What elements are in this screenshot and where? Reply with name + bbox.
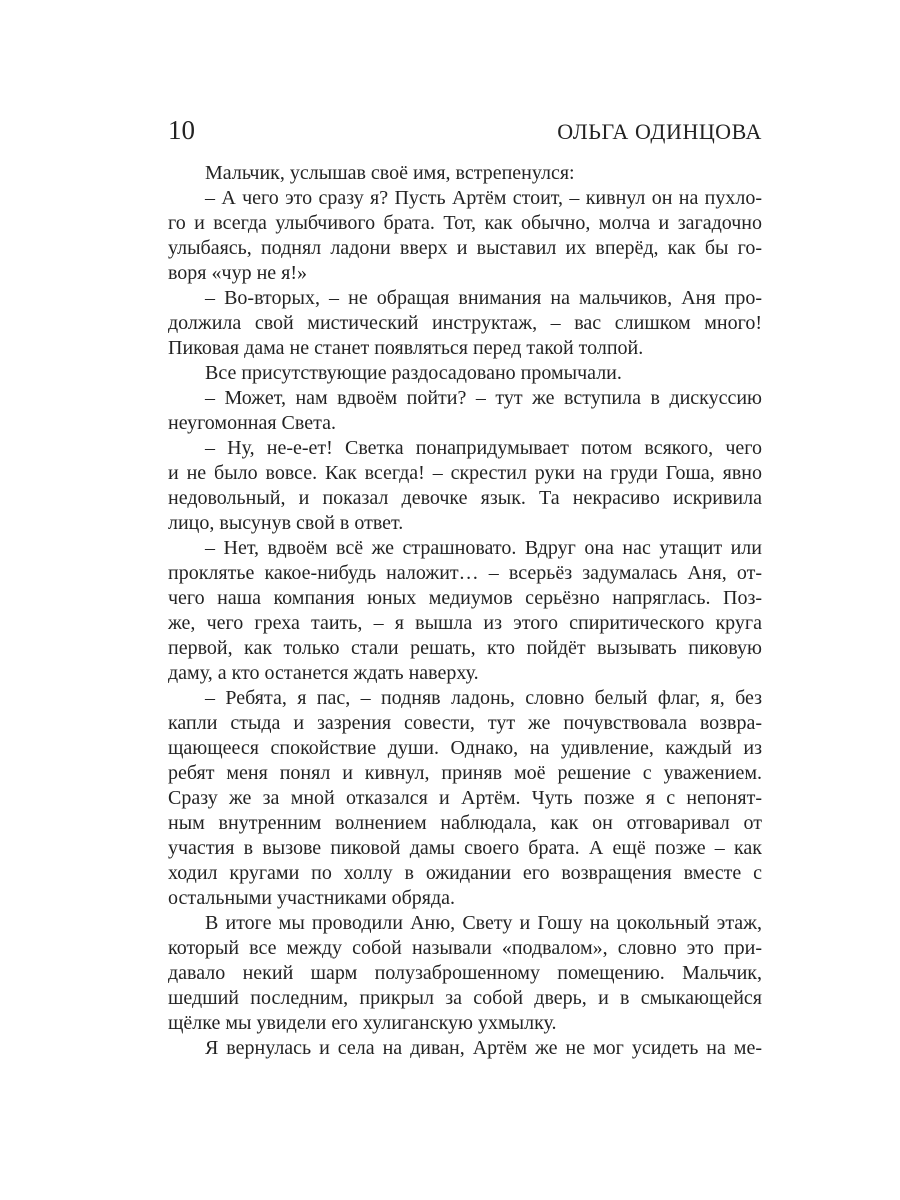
text-line: – Во-вторых, – не обращая внимания на мальчиков, Аня про- (205, 287, 762, 309)
text-line: шедший последним, прикрыл за собой дверь, и в смыкающейся (168, 987, 762, 1009)
text-line: Мальчик, услышав своё имя, встрепенулся: (205, 162, 575, 184)
paragraph (168, 436, 762, 536)
paragraph (168, 386, 762, 436)
text-line: участия в вызове пиковой дамы своего брата. А ещё позже – как (168, 837, 762, 859)
paragraph (168, 186, 762, 286)
text-line: Сразу же за мной отказался и Артём. Чуть позже я с непонят- (168, 787, 762, 809)
paragraph (168, 536, 762, 686)
running-head: ОЛЬГА ОДИНЦОВА (557, 119, 762, 144)
text-line: ребят меня понял и кивнул, приняв моё решение с уважением. (168, 762, 762, 784)
text-line: – А чего это сразу я? Пусть Артём стоит, – кивнул он на пухло- (205, 187, 762, 209)
page-header (168, 114, 762, 148)
text-line: щающееся спокойствие души. Однако, на удивление, каждый из (168, 737, 762, 759)
text-line: капли стыда и зазрения совести, тут же почувствовала возвра- (168, 712, 762, 734)
text-line: проклятье какое-нибудь наложит… – всерьёз задумалась Аня, от- (168, 562, 762, 584)
text-line: давало некий шарм полузаброшенному помещению. Мальчик, (168, 962, 762, 984)
text-line: же, чего греха таить, – я вышла из этого спиритического круга (168, 612, 762, 634)
text-line: Я вернулась и села на диван, Артём же не мог усидеть на ме- (205, 1037, 762, 1059)
text-line: – Ну, не-е-ет! Светка понапридумывает потом всякого, чего (205, 437, 762, 459)
text-line: – Ребята, я пас, – подняв ладонь, словно белый флаг, я, без (205, 687, 762, 709)
text-line: чего наша компания юных медиумов серьёзно напряглась. Поз- (168, 587, 762, 609)
text-line: лицо, высунув свой в ответ. (168, 512, 404, 534)
paragraph (168, 161, 762, 186)
text-line: – Нет, вдвоём всё же страшновато. Вдруг она нас утащит или (205, 537, 762, 559)
page-body (168, 161, 762, 1061)
text-line: Пиковая дама не станет появляться перед такой толпой. (168, 337, 644, 359)
text-line: щёлке мы увидели его хулиганскую ухмылку. (168, 1012, 557, 1034)
text-line: В итоге мы проводили Аню, Свету и Гошу на цокольный этаж, (205, 912, 762, 934)
text-line: – Может, нам вдвоём пойти? – тут же вступила в дискуссию (205, 387, 762, 409)
paragraph (168, 1036, 762, 1061)
text-line: недовольный, и показал девочке язык. Та некрасиво искривила (168, 487, 762, 509)
text-line: неугомонная Света. (168, 412, 336, 434)
paragraph (168, 686, 762, 911)
page-number: 10 (168, 115, 195, 145)
text-line: воря «чур не я!» (168, 262, 308, 284)
text-line: ходил кругами по холлу в ожидании его возвращения вместе с (168, 862, 762, 884)
paragraph (168, 361, 762, 386)
text-line: и не было вовсе. Как всегда! – скрестил руки на груди Гоша, явно (168, 462, 762, 484)
text-line: остальными участниками обряда. (168, 887, 456, 909)
text-line: Все присутствующие раздосадовано промычали. (205, 362, 622, 384)
text-line: даму, а кто останется ждать наверху. (168, 662, 479, 684)
text-line: го и всегда улыбчивого брата. Тот, как обычно, молча и загадочно (168, 212, 762, 234)
paragraph (168, 911, 762, 1036)
text-line: первой, как только стали решать, кто пойдёт вызывать пиковую (168, 637, 762, 659)
text-line: ным внутренним волнением наблюдала, как он отговаривал от (168, 812, 762, 834)
text-line: улыбаясь, поднял ладони вверх и выставил их вперёд, как бы го- (168, 237, 762, 259)
text-line: должила свой мистический инструктаж, – вас слишком много! (168, 312, 762, 334)
paragraph (168, 286, 762, 361)
text-line: который все между собой называли «подвалом», словно это при- (168, 937, 762, 959)
